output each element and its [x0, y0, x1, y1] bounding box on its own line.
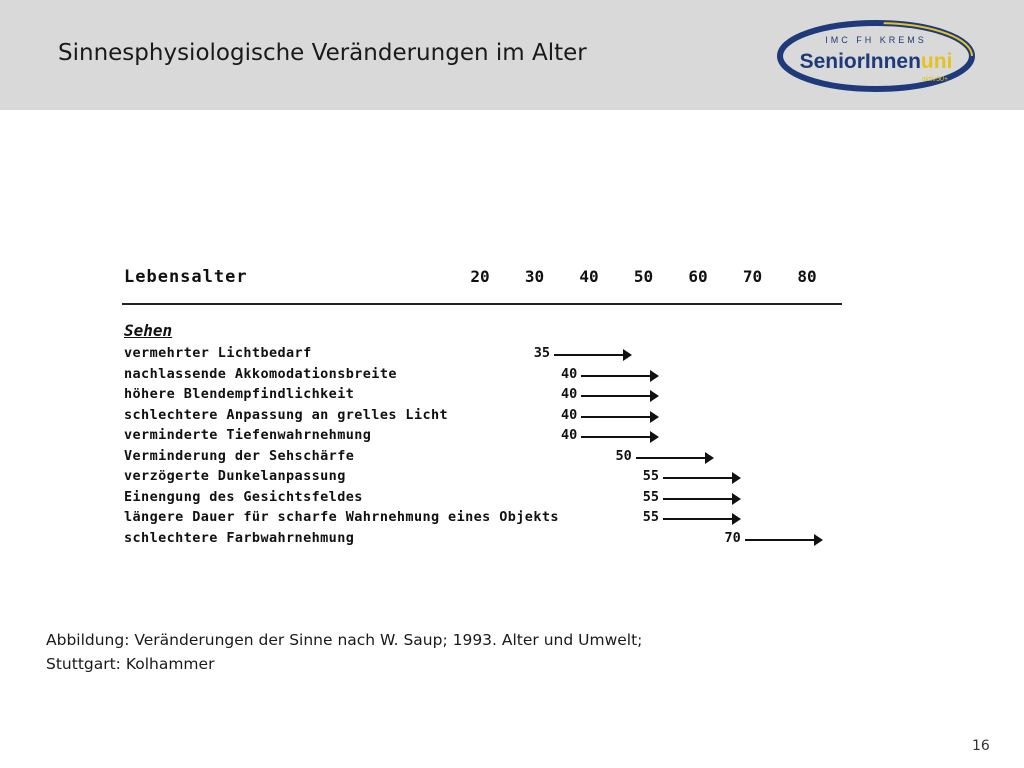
logo-tagline: aktiv50+: [921, 76, 948, 83]
onset-age-label: 55: [642, 509, 660, 525]
onset-age-label: 40: [561, 365, 578, 382]
age-tick-label: 20: [470, 267, 490, 286]
age-tick-label: 80: [797, 267, 817, 286]
onset-arrow: [663, 472, 741, 484]
change-label: verminderte Tiefenwahrnehmung: [124, 427, 372, 443]
onset-arrow: [581, 411, 659, 423]
change-label: schlechtere Farbwahrnehmung: [124, 529, 355, 546]
onset-arrow: [745, 534, 823, 546]
age-tick-label: 60: [688, 267, 708, 286]
slide-title: Sinnesphysiologische Veränderungen im Alter: [58, 40, 587, 66]
onset-arrow: [636, 452, 714, 464]
onset-age-label: 40: [561, 386, 578, 402]
page-number: 16: [972, 738, 990, 754]
caption-line-2: Stuttgart: Kolhammer: [46, 655, 215, 673]
change-label: verzögerte Dunkelanpassung: [124, 468, 346, 484]
onset-age-label: 55: [642, 488, 660, 505]
onset-age-label: 40: [561, 427, 578, 443]
onset-age-label: 35: [533, 345, 551, 361]
onset-age-label: 50: [615, 447, 632, 464]
slide-header: [0, 0, 1024, 110]
onset-age-label: 70: [724, 529, 741, 546]
onset-arrow: [581, 370, 659, 382]
onset-arrow: [663, 493, 741, 505]
figure-caption: [46, 628, 642, 676]
age-tick-label: 70: [742, 267, 763, 286]
onset-arrow: [663, 513, 741, 525]
logo-name-accent: uni: [920, 50, 953, 73]
caption-line-1: Abbildung: Veränderungen der Sinne nach W. Saup; 1993. Alter und Umwelt;: [46, 631, 643, 649]
section-label-sehen: Sehen: [124, 321, 173, 340]
change-label: höhere Blendempfindlichkeit: [124, 386, 355, 402]
imc-fh-krems-logo: [776, 18, 976, 94]
change-label: Einengung des Gesichtsfeldes: [124, 488, 363, 505]
change-label: vermehrter Lichtbedarf: [124, 345, 312, 361]
onset-arrow: [581, 431, 659, 443]
age-tick-label: 40: [579, 267, 599, 286]
onset-arrow: [581, 390, 659, 402]
age-axis-label: Lebensalter: [124, 267, 248, 287]
logo-name-main: SeniorInnen: [799, 50, 921, 73]
onset-arrow: [554, 349, 632, 361]
senses-aging-figure: [118, 260, 848, 560]
change-label: nachlassende Akkomodationsbreite: [124, 365, 397, 382]
age-tick-label: 30: [524, 267, 545, 286]
onset-age-label: 55: [642, 468, 660, 484]
change-label: Verminderung der Sehschärfe: [124, 447, 355, 464]
header-rule: [122, 303, 842, 305]
onset-age-label: 40: [561, 406, 578, 423]
age-tick-label: 50: [633, 267, 654, 286]
change-label: längere Dauer für scharfe Wahrnehmung eines Objekts: [124, 509, 559, 525]
logo-name: [800, 50, 953, 73]
change-label: schlechtere Anpassung an grelles Licht: [124, 406, 449, 423]
logo-top-text: IMC FH KREMS: [825, 35, 927, 45]
